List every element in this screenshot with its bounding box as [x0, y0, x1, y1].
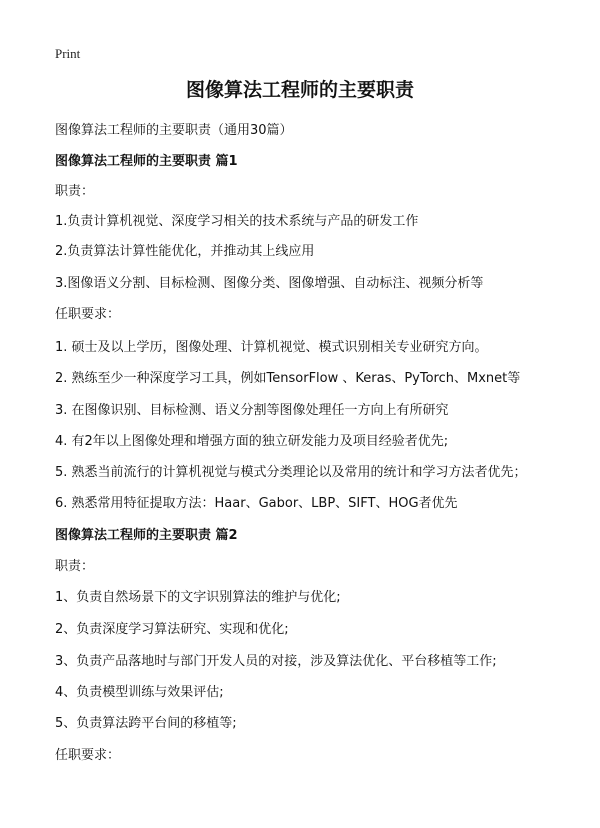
document-subtitle: 图像算法工程师的主要职责（通用30篇）	[55, 123, 293, 138]
section-heading-1: 图像算法工程师的主要职责 篇1	[55, 154, 238, 169]
requirement-item: 6. 熟悉常用特征提取方法：Haar、Gabor、LBP、SIFT、HOG者优先	[55, 496, 458, 511]
duties-label-2: 职责：	[55, 559, 95, 574]
duty-item: 1.负责计算机视觉、深度学习相关的技术系统与产品的研发工作	[55, 214, 419, 229]
requirements-label-2: 任职要求：	[55, 748, 121, 763]
duty-item: 2.负责算法计算性能优化，并推动其上线应用	[55, 244, 315, 259]
duty-item: 5、负责算法跨平台间的移植等;	[55, 716, 237, 731]
duty-item: 4、负责模型训练与效果评估;	[55, 685, 224, 700]
duties-label-1: 职责：	[55, 184, 95, 199]
duty-item: 3、负责产品落地时与部门开发人员的对接，涉及算法优化、平台移植等工作;	[55, 654, 497, 669]
requirement-item: 4. 有2年以上图像处理和增强方面的独立研发能力及项目经验者优先;	[55, 434, 449, 449]
section-heading-2: 图像算法工程师的主要职责 篇2	[55, 528, 238, 543]
print-link[interactable]: Print	[55, 46, 81, 61]
requirement-item: 3. 在图像识别、目标检测、语义分割等图像处理任一方向上有所研究	[55, 403, 449, 418]
page-title: 图像算法工程师的主要职责	[185, 79, 414, 101]
duty-item: 2、负责深度学习算法研究、实现和优化;	[55, 622, 289, 637]
requirement-item: 1. 硕士及以上学历，图像处理、计算机视觉、模式识别相关专业研究方向。	[55, 340, 488, 355]
duty-item: 3.图像语义分割、目标检测、图像分类、图像增强、自动标注、视频分析等	[55, 276, 484, 291]
requirements-label-1: 任职要求：	[55, 307, 121, 322]
requirement-item: 2. 熟练至少一种深度学习工具，例如TensorFlow 、Keras、PyTorch、Mxnet等	[55, 371, 521, 386]
duty-item: 1、负责自然场景下的文字识别算法的维护与优化;	[55, 590, 341, 605]
requirement-item: 5. 熟悉当前流行的计算机视觉与模式分类理论以及常用的统计和学习方法者优先；	[55, 465, 527, 480]
